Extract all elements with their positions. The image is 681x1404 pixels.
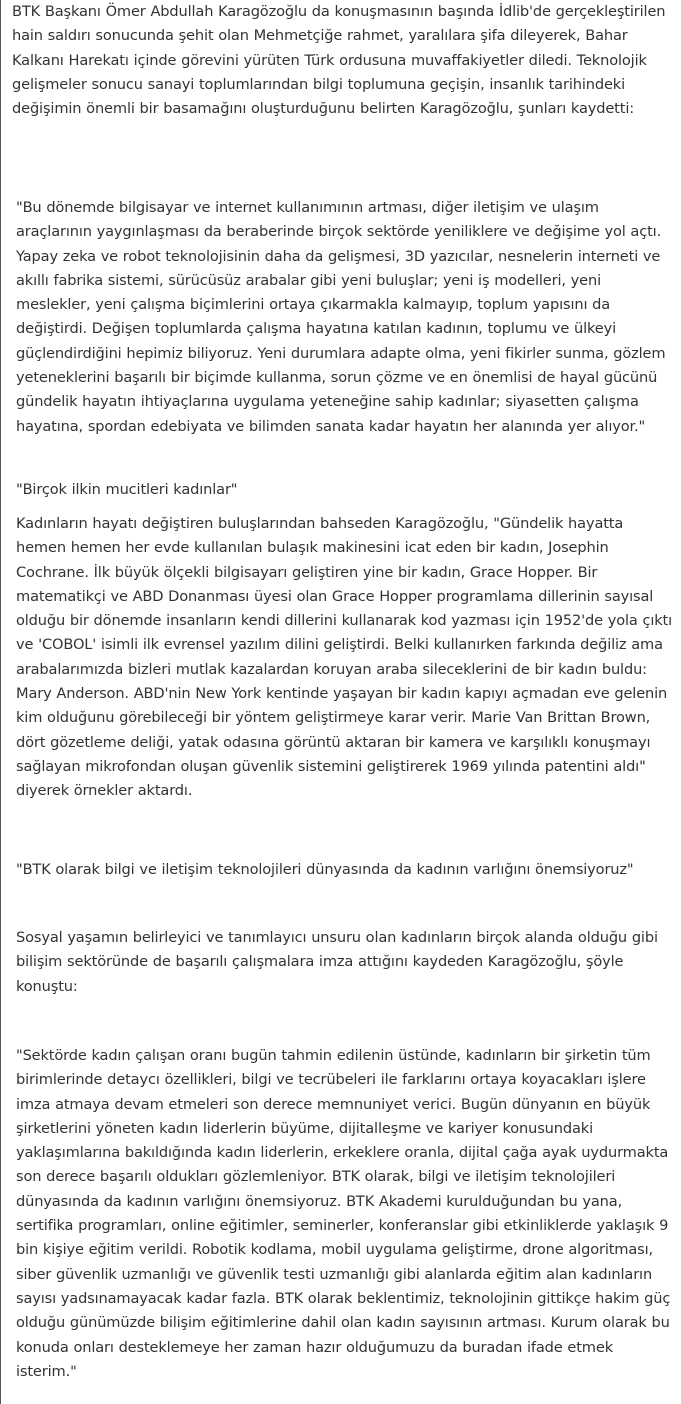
subheading-btk-women: "BTK olarak bilgi ve iletişim teknolojileri dünyasında da kadının varlığını önemsiyoruz" (16, 861, 634, 878)
left-border-rule (0, 0, 1, 1404)
paragraph-inventions: Kadınların hayatı değiştiren buluşlarından bahseden Karagözoğlu, "Gündelik hayatta hemen hemen her evde kullanılan bulaşık makinesini icat eden bir kadın, Josephin Cochrane. İlk büyük ölçekli bilgisayarı geliştiren yine bir kadın, Grace Hopper. Bir matematikçi ve ABD Donanması üyesi olan Grace Hopper programlama dillerinin sayısal olduğu bir dönemde insanların kendi dillerini kullanarak kod yazması için 1952'de yola çıktı ve 'COBOL' isimli ilk evrensel yazılım dilini geliştirdi. Belki kullanırken farkında değiliz ama arabalarımızda bizleri mutlak kazalardan koruyan araba sileceklerini de bir kadın buldu: Mary Anderson. ABD'nin New York kentinde yaşayan bir kadın kapıyı açmadan eve gelenin kim olduğunu görebileceği bir yöntem geliştirmeye karar verir. Marie Van Brittan Brown, dört gözetleme deliği, yatak odasına görüntü aktaran bir kamera ve karşılıklı konuşmayı sağlayan mikrofondan oluşan güvenlik sistemini geliştirerek 1969 yılında patentini aldı" diyerek örnekler aktardı. (16, 515, 673, 800)
paragraph-quote-digital-era: "Bu dönemde bilgisayar ve internet kullanımının artması, diğer iletişim ve ulaşım araçlarının yaygınlaşması da beraberinde birçok sektörde yeniliklere ve değişime yol açtı. Yapay zeka ve robot teknolojisinin daha da gelişmesi, 3D yazıcılar, nesnelerin interneti ve akıllı fabrika sistemi, sürücüsüz arabalar gibi yeni buluşlar; yeni iş modelleri, yeni meslekler, yeni çalışma biçimlerini ortaya çıkarmakla kalmayıp, toplum yapısını da değiştirdi. Değişen toplumlarda çalışma hayatına katılan kadının, toplumu ve ülkeyi güçlendirdiğini hepimiz biliyoruz. Yeni durumlara adapte olma, yeni fikirler sunma, gözlem yeteneklerini başarılı bir biçimde kullanma, sorun çözme ve en önemlisi de hayal gücünü gündelik hayatın ihtiyaçlarına uygulama yeteneğine sahip kadınlar; siyasetten çalışma hayatına, spordan edebiyata ve bilimden sanata kadar hayatın her alanında yer alıyor." (16, 199, 666, 435)
subheading-inventors: "Birçok ilkin mucitleri kadınlar" (16, 481, 238, 498)
paragraph-social-life: Sosyal yaşamın belirleyici ve tanımlayıcı unsuru olan kadınların birçok alanda olduğu gibi bilişim sektöründe de başarılı çalışmalara imza attığını kaydeden Karagözoğlu, şöyle konuştu: (16, 929, 658, 995)
paragraph-intro: BTK Başkanı Ömer Abdullah Karagözoğlu da konuşmasının başında İdlib'de gerçekleştirilen hain saldırı sonucunda şehit olan Mehmetçiğe rahmet, yaralılara şifa dileyerek, Bahar Kalkanı Harekatı içinde görevini yürüten Türk ordusuna muvaffakiyetler diledi. Teknolojik gelişmeler sonucu sanayi toplumlarından bilgi toplumuna geçişin, insanlık tarihindeki değişimin önemli bir basamağını oluşturduğunu belirten Karagözoğlu, şunları kaydetti: (12, 3, 666, 118)
paragraph-quote-sector: "Sektörde kadın çalışan oranı bugün tahmin edilenin üstünde, kadınların bir şirketin tüm birimlerinde detaycı özellikleri, bilgi ve tecrübeleri ile farklarını ortaya koyacakları işlere imza atmaya devam etmeleri son derece memnuniyet verici. Bugün dünyanın en büyük şirketlerini yöneten kadın liderlerin büyüme, dijitalleşme ve kariyer konusundaki yaklaşımlarına bakıldığında kadın liderlerin, erkeklere oranla, dijital çağa ayak uydurmakta son derece başarılı oldukları gözlemleniyor. BTK olarak, bilgi ve iletişim teknolojileri dünyasında da kadının varlığını önemsiyoruz. BTK Akademi kurulduğundan bu yana, sertifika programları, online eğitimler, seminerler, konferanslar gibi etkinliklerde yaklaşık 9 bin kişiye eğitim verildi. Robotik kodlama, mobil uygulama geliştirme, drone algoritması, siber güvenlik uzmanlığı ve güvenlik testi uzmanlığı gibi alanlarda eğitim alan kadınların sayısı yadsınamayacak kadar fazla. BTK olarak beklentimiz, teknolojinin gittikçe hakim güç olduğu günümüzde bilişim eğitimlerine dahil olan kadın sayısının artması. Kurum olarak bu konuda onları desteklemeye her zaman hazır olduğumuzu da buradan ifade etmek isterim." (16, 1047, 671, 1380)
